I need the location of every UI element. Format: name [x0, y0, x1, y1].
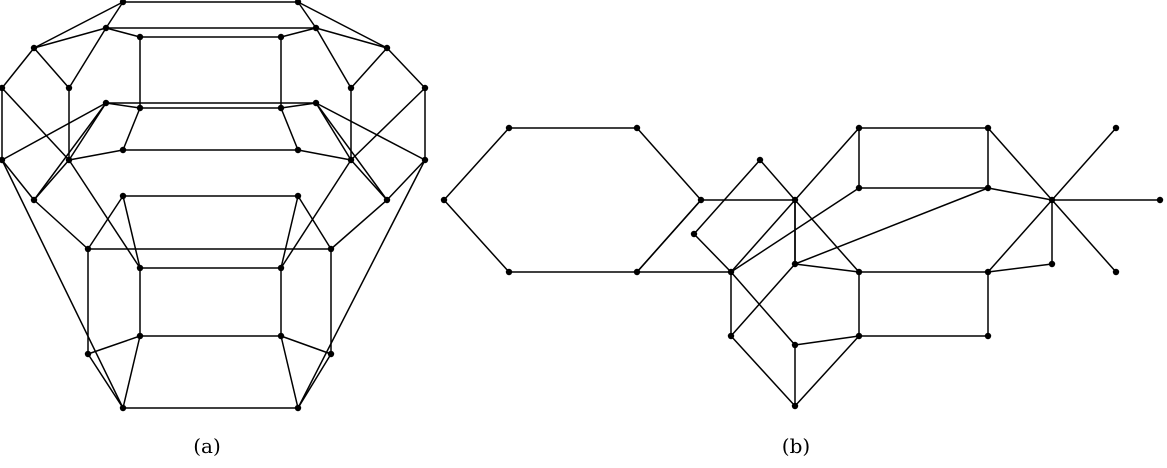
graph-a-edge: [387, 48, 425, 88]
graph-a-edge: [316, 103, 425, 160]
graph-a-edge: [123, 108, 140, 150]
graph-b-vertex: [1157, 197, 1163, 203]
graph-b-edge: [795, 128, 859, 200]
graph-a-edge: [2, 103, 106, 160]
graph-b-vertex: [698, 197, 704, 203]
graph-a-edge: [2, 48, 34, 88]
graph-b-edge: [637, 200, 701, 272]
graph-a-edge: [281, 28, 316, 37]
graph-a-edge: [281, 160, 351, 268]
graph-b-vertex: [792, 261, 798, 267]
graph-a-edge: [281, 196, 298, 268]
graph-a-vertex: [422, 85, 428, 91]
graph-a-vertex: [295, 193, 301, 199]
graph-b-vertex: [792, 197, 798, 203]
graph-b-edge: [760, 160, 795, 200]
graph-a-vertex: [85, 246, 91, 252]
graph-a-edge: [281, 336, 298, 408]
graph-a-edge: [123, 336, 140, 408]
graph-a-vertex: [295, 405, 301, 411]
graph-a-edge: [123, 196, 140, 268]
graph-b-vertex: [506, 269, 512, 275]
graph-a-edge: [2, 88, 69, 160]
graph-b-vertex: [985, 185, 991, 191]
graph-a-edge: [2, 160, 123, 408]
graph-a-edge: [34, 48, 69, 88]
graph-a-vertex: [31, 197, 37, 203]
graph-a-vertex: [348, 85, 354, 91]
graph-a-vertex: [313, 100, 319, 106]
graph-b-edge: [694, 160, 760, 234]
graph-a-vertex: [137, 333, 143, 339]
graph-a-vertex: [137, 265, 143, 271]
graph-a-edge: [34, 103, 106, 200]
graph-b-vertex: [634, 269, 640, 275]
graph-a-vertex: [85, 351, 91, 357]
graph-a-vertex: [103, 25, 109, 31]
graph-a-edge: [298, 196, 331, 249]
graph-a-vertex: [120, 193, 126, 199]
graph-b-vertex: [1113, 269, 1119, 275]
graph-a-vertex: [328, 351, 334, 357]
graph-a-edge: [106, 28, 140, 37]
graph-b-edge: [731, 336, 795, 406]
graph-b-edge: [795, 188, 988, 264]
graph-b-vertex: [1049, 261, 1055, 267]
graph-a-vertex: [348, 157, 354, 163]
graph-b-vertex: [691, 231, 697, 237]
graph-a-vertex: [137, 34, 143, 40]
graph-b-edge: [694, 234, 731, 272]
graph-b-vertex: [985, 269, 991, 275]
graph-b-vertex: [757, 157, 763, 163]
graph-b-edge: [1052, 128, 1116, 200]
graph-b-vertex: [856, 269, 862, 275]
graph-a-vertex: [137, 105, 143, 111]
graph-b-edge: [444, 200, 509, 272]
graph-b-vertex: [792, 342, 798, 348]
graph-a-vertex: [278, 333, 284, 339]
graph-b: [441, 125, 1163, 409]
graph-a-vertex: [120, 405, 126, 411]
graph-a-edge: [69, 150, 123, 160]
graph-b-vertex: [728, 333, 734, 339]
graph-a-edge: [331, 200, 387, 249]
graph-b-vertex: [985, 333, 991, 339]
graph-a-edge: [88, 196, 123, 249]
graph-b-vertex: [792, 403, 798, 409]
graph-b-edge: [1052, 200, 1116, 272]
graph-a-vertex: [384, 197, 390, 203]
graph-b-edge: [795, 200, 859, 272]
graph-a-edge: [88, 354, 123, 408]
graph-a-edge: [298, 160, 425, 408]
caption-a: (a): [193, 434, 221, 458]
graph-a-vertex: [295, 147, 301, 153]
graph-a-edge: [351, 160, 387, 200]
graph-b-vertex: [506, 125, 512, 131]
graph-a-vertex: [31, 45, 37, 51]
caption-b: (b): [781, 434, 811, 458]
graph-a-vertex: [120, 147, 126, 153]
graph-b-edge: [637, 128, 701, 200]
graph-b-vertex: [1049, 197, 1055, 203]
graph-a-edge: [298, 2, 387, 48]
graph-b-vertex: [634, 125, 640, 131]
graph-a-vertex: [313, 25, 319, 31]
graph-a-edge: [298, 150, 351, 160]
graph-a-vertex: [328, 246, 334, 252]
graph-a-vertex: [278, 105, 284, 111]
graph-a-edge: [387, 160, 425, 200]
graph-a-edge: [69, 160, 140, 268]
graph-b-vertex: [856, 125, 862, 131]
graph-b-edge: [795, 336, 859, 345]
graph-b-vertex: [728, 269, 734, 275]
graph-a-edge: [281, 108, 298, 150]
graph-a: [0, 0, 428, 411]
graph-a-vertex: [384, 45, 390, 51]
graph-a-vertex: [278, 34, 284, 40]
graph-a-vertex: [422, 157, 428, 163]
graph-a-edge: [281, 336, 331, 354]
graph-b-vertex: [856, 185, 862, 191]
graph-b-vertex: [1113, 125, 1119, 131]
graph-a-vertex: [66, 85, 72, 91]
graph-a-vertex: [103, 100, 109, 106]
graph-a-edge: [351, 48, 387, 88]
graph-b-edge: [988, 200, 1052, 272]
graph-b-vertex: [856, 333, 862, 339]
graph-b-edge: [795, 264, 859, 272]
graph-b-edge: [444, 128, 509, 200]
graph-b-vertex: [985, 125, 991, 131]
graph-a-edge: [34, 2, 123, 48]
graph-a-vertex: [278, 265, 284, 271]
graph-b-vertex: [441, 197, 447, 203]
graph-b-edge: [731, 272, 795, 345]
graph-b-edge: [795, 336, 859, 406]
graph-a-vertex: [66, 157, 72, 163]
graph-a-edge: [351, 88, 425, 160]
graph-b-edge: [731, 264, 795, 336]
graph-b-edge: [988, 264, 1052, 272]
